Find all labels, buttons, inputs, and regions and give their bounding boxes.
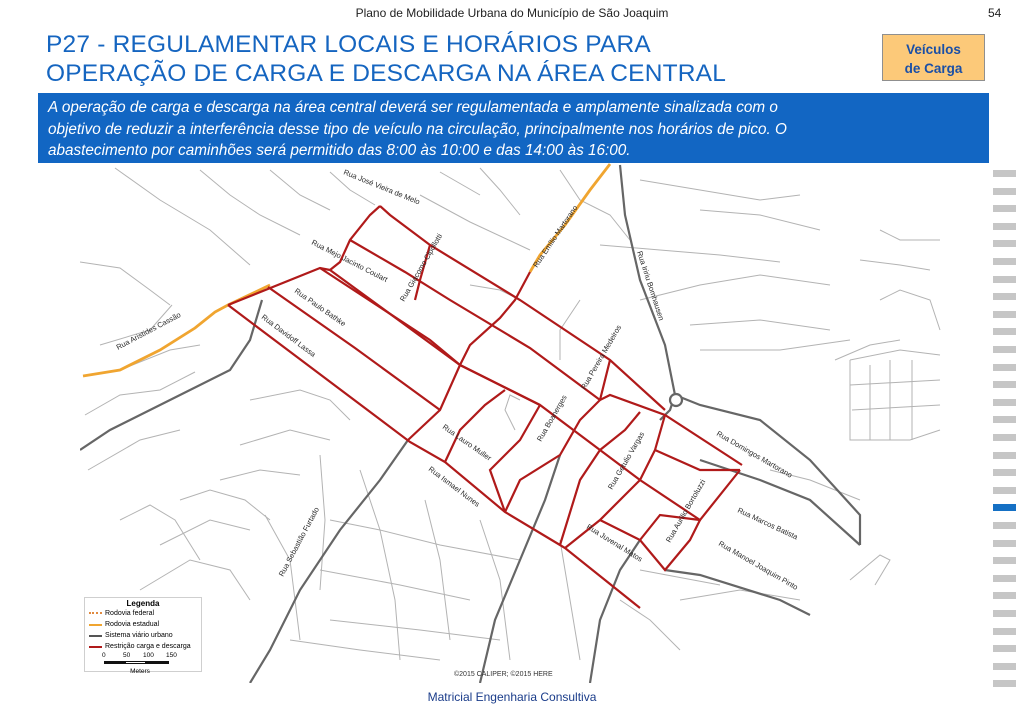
badge-line-1: Veículos — [906, 42, 961, 57]
legend-swatch-restricao — [89, 646, 102, 648]
street-label-manoel-joaquim-pinto: Rua Manoel Joaquim Pinto — [717, 538, 800, 592]
slide-nav-item[interactable] — [993, 522, 1016, 529]
slide-nav-item[interactable] — [993, 469, 1016, 476]
map-legend — [84, 597, 202, 675]
slide-nav-item[interactable] — [993, 592, 1016, 599]
slide-nav-item[interactable] — [993, 381, 1016, 388]
slide-nav-item[interactable] — [993, 240, 1016, 247]
slide-nav-item[interactable] — [993, 416, 1016, 423]
street-label-juvenal-matos: Rua Juvenal Matos — [584, 522, 645, 564]
page-title-line-2: OPERAÇÃO DE CARGA E DESCARGA NA ÁREA CENTRAL — [46, 60, 727, 87]
slide-nav-item[interactable] — [993, 680, 1016, 687]
page-title-line-1: P27 - REGULAMENTAR LOCAIS E HORÁRIOS PARA — [46, 31, 651, 58]
legend-swatch-urbano — [89, 635, 102, 637]
page-title — [46, 30, 846, 88]
slide-nav-item[interactable] — [993, 346, 1016, 353]
legend-item-sistema-viario — [85, 630, 201, 641]
street-label-getulio-vargas: Rua Getulio Vargas — [605, 430, 647, 491]
legend-label-estadual: Rodovia estadual — [105, 621, 160, 628]
legend-swatch-estadual — [89, 624, 102, 626]
slide-nav-item[interactable] — [993, 276, 1016, 283]
slide-nav-item[interactable] — [993, 170, 1016, 177]
street-label-jose-vieira-de-melo: Rua José Vieira de Melo — [342, 167, 422, 207]
street-label-boanerges: Rua Boanerges — [534, 393, 569, 443]
slide-nav-item[interactable] — [993, 293, 1016, 300]
scale-bar-seg-3 — [146, 661, 169, 664]
street-label-sebastiao-furtado: Rua Sebastião Furtado — [276, 505, 321, 578]
description-box — [38, 93, 989, 163]
slide-nav-item[interactable] — [993, 364, 1016, 371]
slide-nav-item[interactable] — [993, 452, 1016, 459]
document-header-title: Plano de Mobilidade Urbana do Município de São Joaquim — [355, 6, 669, 20]
slide-nav-item[interactable] — [993, 628, 1016, 635]
street-label-lauro-muller: Rua Lauro Muller — [440, 422, 494, 463]
slide-nav-item[interactable] — [993, 205, 1016, 212]
street-label-aurilio-bortoluzzi: Rua Aurilio Bortoluzzi — [663, 477, 708, 544]
rodovia-estadual — [83, 164, 610, 376]
legend-label-federal: Rodovia federal — [105, 610, 155, 617]
slide-nav-item[interactable] — [993, 188, 1016, 195]
category-badge — [882, 34, 985, 81]
slide-nav-item[interactable] — [993, 223, 1016, 230]
slide-nav-item[interactable] — [993, 575, 1016, 582]
slide-navigation-strip[interactable] — [993, 170, 1016, 702]
street-label-iririu-bomhausen: Rua Iririu Bomhausen — [635, 249, 667, 322]
street-label-davidoff-lassa: Rua Davidoff Lassa — [259, 312, 318, 359]
slide-nav-item[interactable] — [993, 311, 1016, 318]
description-line-3: abastecimento por caminhões será permitido das 8:00 às 10:00 e das 14:00 às 16:00. — [48, 142, 631, 159]
scale-tick-100: 100 — [143, 652, 154, 659]
street-label-domingos-martorano: Rua Domingos Martorano — [715, 428, 794, 480]
scale-bar — [85, 652, 201, 668]
street-label-emilio-martorano: Rua Emílio Martorano — [531, 203, 580, 270]
scale-bar-seg-1 — [104, 661, 125, 664]
street-labels — [115, 168, 800, 592]
slide-nav-item[interactable] — [993, 258, 1016, 265]
description-line-1: A operação de carga e descarga na área central deverá ser regulamentada e amplamente sinalizada com o — [48, 99, 778, 116]
slide-nav-item[interactable] — [993, 434, 1016, 441]
slide-nav-item[interactable] — [993, 645, 1016, 652]
slide-nav-item[interactable] — [993, 487, 1016, 494]
legend-item-rodovia-estadual — [85, 619, 201, 630]
legend-swatch-federal — [89, 612, 102, 614]
street-label-giacomo-cipollotti: Rua Giacomo Cipollotti — [397, 232, 445, 303]
legend-title: Legenda — [126, 599, 160, 608]
legend-item-rodovia-federal — [85, 608, 201, 619]
legend-item-restricao — [85, 641, 201, 652]
description-line-2: objetivo de reduzir a interferência desse tipo de veículo na circulação, principalmente nos horários de pico. O — [48, 120, 787, 138]
scale-unit: Meters — [130, 668, 150, 675]
slide-nav-item[interactable] — [993, 663, 1016, 670]
street-label-aristides-cassao: Rua Aristides Cassão — [114, 310, 183, 352]
badge-line-2: de Carga — [904, 61, 963, 76]
slide-nav-item[interactable] — [993, 504, 1016, 511]
slide-nav-item[interactable] — [993, 557, 1016, 564]
slide-nav-item[interactable] — [993, 328, 1016, 335]
footer-credit: Matricial Engenharia Consultiva — [427, 690, 597, 704]
page-number: 54 — [988, 6, 1002, 20]
street-label-pereira-medeiros: Rua Pereira Medeiros — [578, 323, 624, 391]
slide-nav-item[interactable] — [993, 610, 1016, 617]
street-label-ismael-nunes: Rua Ismael Nunes — [426, 464, 482, 509]
legend-label-urbano: Sistema viário urbano — [105, 632, 173, 639]
slide-nav-item[interactable] — [993, 540, 1016, 547]
scale-tick-150: 150 — [166, 652, 177, 659]
street-map[interactable] — [80, 163, 947, 683]
map-canvas[interactable] — [80, 163, 947, 683]
scale-tick-50: 50 — [123, 652, 131, 659]
map-copyright: ©2015 CALIPER; ©2015 HERE — [454, 671, 553, 678]
slide-nav-item[interactable] — [993, 399, 1016, 406]
street-label-marcos-batista: Rua Marcos Batista — [736, 505, 800, 542]
scale-tick-0: 0 — [102, 652, 106, 659]
street-label-mejo-jacinto-coulart: Rua Mejo Jacinto Coulart — [310, 237, 390, 285]
legend-label-restricao: Restrição carga e descarga — [105, 643, 191, 650]
street-label-paulo-bathke: Rua Paulo Bathke — [292, 286, 348, 329]
restriction-zone-network — [228, 203, 742, 608]
scale-bar-seg-2 — [125, 661, 146, 664]
